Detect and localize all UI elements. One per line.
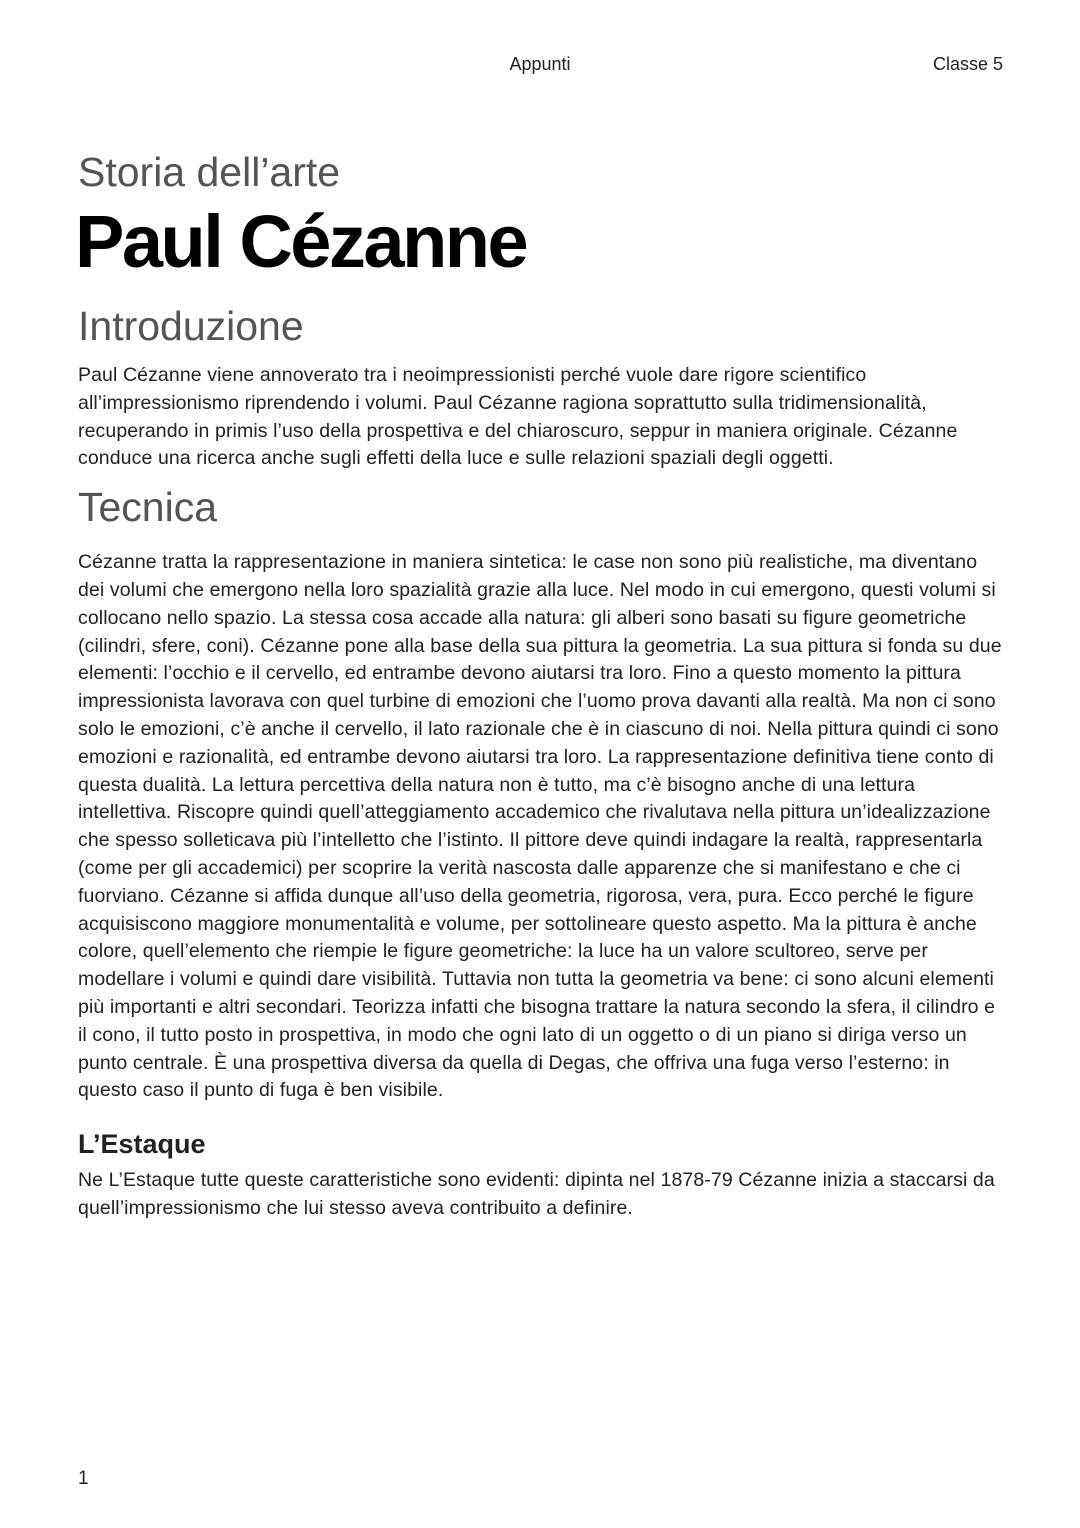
- document-body: [75, 148, 1006, 1223]
- section-body-introduzione: Paul Cézanne viene annoverato tra i neoimpressionisti perché vuole dare rigore scientifico all’impressionismo riprendendo i volumi. Paul Cézanne ragiona soprattutto sulla tridimensionalità, recuperando in primis l’uso della prospettiva e del chiaroscuro, seppur in maniera originale. Cézanne conduce una ricerca anche sugli effetti della luce e sulle relazioni spaziali degli oggetti.: [78, 364, 958, 470]
- section-heading-introduzione: Introduzione: [78, 303, 304, 349]
- page-number: 1: [78, 1468, 89, 1489]
- section-heading-estaque: L’Estaque: [78, 1129, 206, 1160]
- section-heading-tecnica: Tecnica: [78, 484, 218, 531]
- header-class-label: Classe 5: [932, 54, 1003, 74]
- section-body-tecnica: Cézanne tratta la rappresentazione in maniera sintetica: le case non sono più realistiche, ma diventano dei volumi che emergono nella loro spazialità grazie alla luce. Nel modo in cui emergono, questi volumi si collocano nello spazio. La stessa cosa accade alla natura: gli alberi sono basati su figure geometriche (cilindri, sfere, coni). Cézanne pone alla base della sua pittura la geometria. La sua pittura si fonda su due elementi: l’occhio e il cervello, ed entrambe devono aiutarsi tra loro. Fino a questo momento la pittura impressionista lavorava con quel turbine di emozioni che l’uomo prova davanti alla realtà. Ma non ci sono solo le emozioni, c’è anche il cervello, il lato razionale che è in ciascuno di noi. Nella pittura quindi ci sono emozioni e razionalità, ed entrambe devono aiutarsi tra loro. La rappresentazione definitiva tiene conto di questa dualità. La lettura percettiva della natura non è tutto, ma c’è bisogno anche di una lettura intellettiva. Riscopre quindi quell’atteggiamento accademico che rivalutava nella pittura un’idealizzazione che spesso solleticava più l’intelletto che l’istinto. Il pittore deve quindi indagare la realtà, rappresentarla (come per gli accademici) per scoprire la verità nascosta dalle apparenze che si manifestano e che ci fuorviano. Cézanne si affida dunque all’uso della geometria, rigorosa, vera, pura. Ecco perché le figure acquisiscono maggiore monumentalità e volume, per sottolineare questo aspetto. Ma la pittura è anche colore, quell’elemento che riempie le figure geometriche: la luce ha un valore scultoreo, serve per modellare i volumi e quindi dare visibilità. Tuttavia non tutta la geometria va bene: ci sono alcuni elementi più importanti e altri secondari. Teorizza infatti che bisogna trattare la natura secondo la sfera, il cilindro e il cono, il tutto posto in prospettiva, in modo che ogni lato di un oggetto o di un piano si diriga verso un punto centrale. È una prospettiva diversa da quella di Degas, che offriva una fuga verso l’esterno: in questo caso il punto di fuga è ben visibile.: [78, 551, 1002, 1102]
- section-body-estaque: Ne L’Estaque tutte queste caratteristiche sono evidenti: dipinta nel 1878-79 Cézanne inizia a staccarsi da quell’impressionismo che lui stesso aveva contribuito a definire.: [78, 1169, 995, 1219]
- document-subject: Storia dell’arte: [78, 149, 341, 195]
- document-title: Paul Cézanne: [75, 200, 527, 283]
- header-title: Appunti: [509, 54, 571, 74]
